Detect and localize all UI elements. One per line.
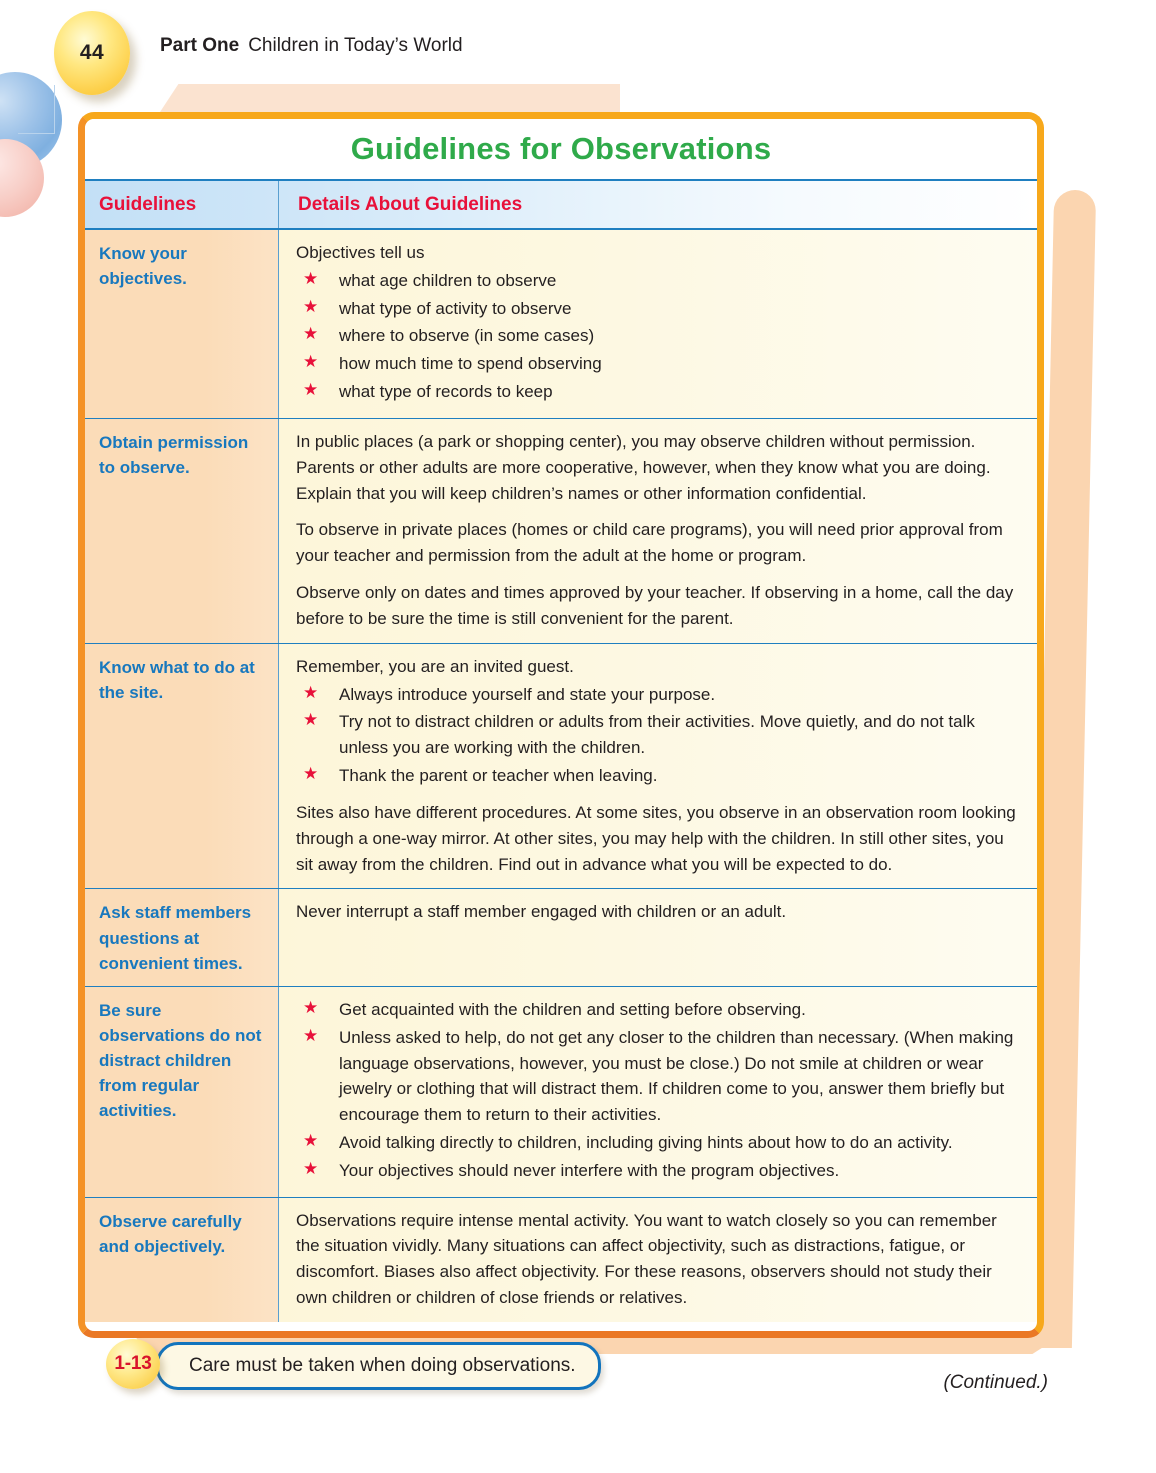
table-row <box>85 230 1037 419</box>
list-item <box>296 1158 1021 1184</box>
running-head-title: Children in Today’s World <box>248 35 463 56</box>
list-item-label: Unless asked to help, do not get any closer to the children than necessary. (When making language observations, however, you must be close.) Do not smile at children or wear jewelry or clothing that will distract them. If children come to you, answer them briefly but encourage them to return to their activities. <box>339 1027 1014 1125</box>
decorative-blue-corner <box>18 85 55 134</box>
details-paragraph: Observe only on dates and times approved by your teacher. If observing in a home, call the day before to be sure the time is still convenient for the parent. <box>296 583 1014 628</box>
list-item <box>296 351 1021 377</box>
star-bullet-icon: ★ <box>303 324 319 344</box>
table-row <box>85 419 1037 644</box>
details-cell <box>278 644 1037 889</box>
details-paragraph: Observations require intense mental activity. You want to watch closely so you can remember the situation vividly. Many situations can affect objectivity, such as distractions, fatigue, or discomfort. Biases also affect objectivity. For these reasons, observers should not study their own children or children of close friends or relatives. <box>296 1210 997 1308</box>
star-bullet-icon: ★ <box>303 296 319 316</box>
table-column-header-row <box>85 179 1037 230</box>
list-item <box>296 1025 1021 1128</box>
list-item <box>296 682 1021 708</box>
star-bullet-icon: ★ <box>303 997 319 1017</box>
star-bullet-icon: ★ <box>303 380 319 400</box>
table-row <box>85 889 1037 986</box>
details-star-list <box>296 682 1021 789</box>
list-item-label: where to observe (in some cases) <box>339 326 595 346</box>
list-item-label: Always introduce yourself and state your purpose. <box>339 684 716 704</box>
list-item-label: what age children to observe <box>339 270 557 290</box>
details-paragraph: To observe in private places (homes or child care programs), you will need prior approval from your teacher and permission from the adult at the home or program. <box>296 520 1003 566</box>
table-title: Guidelines for Observations <box>85 119 1037 179</box>
details-cell <box>278 889 1037 985</box>
list-item <box>296 709 1021 761</box>
list-item-label: what type of activity to observe <box>339 298 572 318</box>
table-row <box>85 644 1037 890</box>
guideline-cell: Know what to do at the site. <box>85 644 278 889</box>
details-cell <box>278 1198 1037 1322</box>
details-star-list <box>296 997 1021 1184</box>
list-item <box>296 296 1021 322</box>
list-item <box>296 763 1021 789</box>
running-head-part: Part One <box>160 35 240 56</box>
figure-number: 1-13 <box>114 1353 152 1374</box>
list-item-label: what type of records to keep <box>339 382 553 402</box>
details-cell <box>278 419 1037 643</box>
figure-caption-pill <box>156 1342 601 1390</box>
list-item <box>296 323 1021 349</box>
list-item-label: Avoid talking directly to children, including giving hints about how to do an activity. <box>339 1133 953 1152</box>
table-row <box>85 1198 1037 1322</box>
details-cell <box>278 230 1037 418</box>
details-cell <box>278 987 1037 1197</box>
guidelines-table <box>78 112 1044 1338</box>
star-bullet-icon: ★ <box>303 268 319 288</box>
details-star-list <box>296 268 1021 405</box>
star-bullet-icon: ★ <box>303 682 319 702</box>
running-head <box>160 35 463 57</box>
list-item <box>296 1130 1021 1156</box>
list-item <box>296 379 1021 405</box>
details-paragraph: Remember, you are an invited guest. <box>296 656 574 676</box>
details-paragraph: Sites also have different procedures. At some sites, you observe in an observation room looking through a one-way mirror. At other sites, you may help with the children. In still other sites, you sit away from the children. Find out in advance what you will be expected to do. <box>296 802 1016 874</box>
list-item-label: Your objectives should never interfere with the program objectives. <box>339 1160 840 1180</box>
guideline-cell: Be sure observations do not distract children from regular activities. <box>85 987 278 1197</box>
figure-caption-text: Care must be taken when doing observations. <box>189 1355 576 1376</box>
guideline-cell: Know your objectives. <box>85 230 278 418</box>
details-paragraph: Never interrupt a staff member engaged with children or an adult. <box>296 902 787 922</box>
column-header-details: Details About Guidelines <box>278 181 1037 228</box>
table-row <box>85 987 1037 1198</box>
star-bullet-icon: ★ <box>303 1131 319 1150</box>
guideline-cell: Ask staff members questions at convenient times. <box>85 889 278 985</box>
list-item <box>296 268 1021 294</box>
guideline-cell: Obtain permission to observe. <box>85 419 278 643</box>
details-paragraph: In public places (a park or shopping center), you may observe children without permission. Parents or other adults are more cooperative, however, when they know what you are doing. Explain that you will keep children’s names or other information confidential. <box>296 431 991 503</box>
star-bullet-icon: ★ <box>303 1025 319 1045</box>
list-item-label: Try not to distract children or adults from their activities. Move quietly, and do not talk unless you are working with the children. <box>339 712 975 758</box>
page-number-badge <box>54 11 130 95</box>
decorative-top-accent <box>160 84 620 112</box>
list-item-label: Get acquainted with the children and setting before observing. <box>339 999 806 1019</box>
guideline-cell: Observe carefully and objectively. <box>85 1198 278 1322</box>
continued-note: (Continued.) <box>943 1372 1048 1393</box>
list-item <box>296 997 1021 1023</box>
star-bullet-icon: ★ <box>303 1158 319 1178</box>
details-paragraph: Objectives tell us <box>296 243 425 262</box>
column-header-guidelines: Guidelines <box>99 193 197 215</box>
star-bullet-icon: ★ <box>303 710 319 730</box>
star-bullet-icon: ★ <box>303 764 319 784</box>
list-item-label: Thank the parent or teacher when leaving. <box>339 766 658 786</box>
table-body <box>85 230 1037 1322</box>
figure-number-badge <box>106 1339 160 1389</box>
list-item-label: how much time to spend observing <box>339 354 602 374</box>
page-number: 44 <box>79 41 105 64</box>
star-bullet-icon: ★ <box>303 352 319 372</box>
